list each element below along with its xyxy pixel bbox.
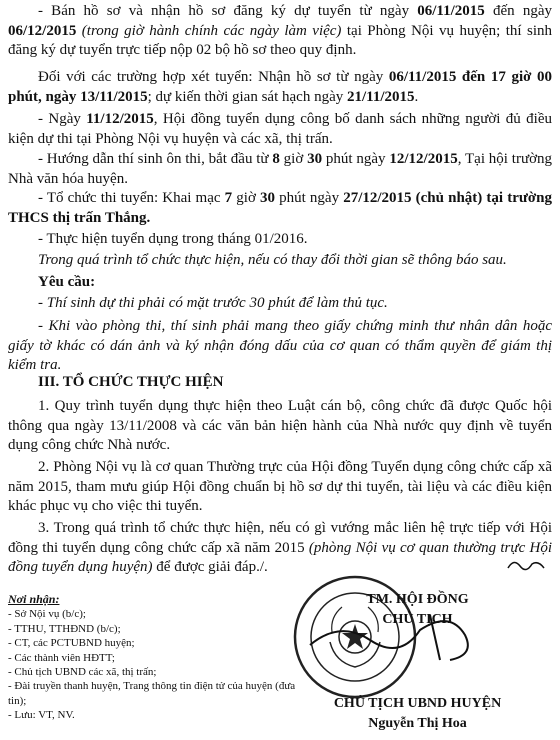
text: . bbox=[414, 88, 419, 105]
text: phút ngày bbox=[322, 151, 390, 167]
recipient-item: - CT, các PCTUBND huyện; bbox=[8, 637, 135, 650]
minute: 30 bbox=[260, 190, 275, 206]
working-hours-note: (trong giờ hành chính các ngày làm việc) bbox=[81, 22, 342, 39]
text: - Thí sinh dự thi phải có mặt trước 30 phút để làm thủ tục. bbox=[38, 295, 388, 311]
text: 3. Trong quá trình tổ chức thực hiện, nếu có gì vướng mắc liên hệ trực tiếp với Hội đồng thi tuyển dụng công chức cấp xã năm 2015 bbox=[8, 520, 552, 556]
recipient-item: - Các thành viên HĐTT; bbox=[8, 651, 115, 664]
text: giờ bbox=[232, 190, 260, 206]
recipient-item: - Đài truyền thanh huyện, Trang thông tin điện tử của huyện (đưa tin); bbox=[8, 680, 296, 707]
date-announce: 11/12/2015 bbox=[86, 111, 154, 127]
text: , Tại hội trường Nhà văn hóa huyện. bbox=[8, 151, 553, 187]
text: - Bán hồ sơ và nhận hồ sơ đăng ký dự tuyển từ ngày bbox=[38, 3, 418, 19]
recipient-item: - Lưu: VT, NV. bbox=[8, 709, 75, 722]
signer-name: Nguyễn Thị Hoa bbox=[368, 716, 467, 731]
section-3-heading: III. TỔ CHỨC THỰC HIỆN bbox=[38, 374, 224, 390]
minute: 30 bbox=[307, 151, 323, 167]
signer-title: CHỦ TỊCH UBND HUYỆN bbox=[333, 696, 502, 711]
text: đến ngày bbox=[484, 3, 552, 19]
text: Trong quá trình tổ chức thực hiện, nếu có thay đổi thời gian sẽ thông báo sau. bbox=[38, 252, 507, 268]
date-interview: 21/11/2015 bbox=[346, 88, 415, 105]
requirement-2 bbox=[8, 317, 552, 376]
text: phút ngày bbox=[275, 190, 344, 206]
council-label: TM. HỘI ĐỒNG bbox=[366, 592, 469, 607]
exam-date-location: 27/12/2015 (chủ nhật) tại trường THCS thị trấn Thắng. bbox=[8, 190, 552, 226]
section-3-item-2: 2. Phòng Nội vụ là cơ quan Thường trực của Hội đồng Tuyển dụng công chức cấp xã năm 2015, tham mưu giúp Hội đồng chuẩn bị hồ sơ dự thi tuyển, tài liệu và các điều kiện khác phục vụ cho việc thi tuyển. bbox=[8, 459, 552, 514]
requirements-title bbox=[8, 273, 552, 293]
text: - Tổ chức thi tuyển: Khai mạc bbox=[38, 190, 225, 206]
paragraph-recruitment-month: - Thực hiện tuyển dụng trong tháng 01/2016. bbox=[38, 231, 308, 247]
paragraph-change-notice bbox=[8, 251, 552, 271]
date-range: 06/11/2015 đến 17 giờ 00 phút, ngày 13/11/2015 bbox=[8, 69, 553, 105]
text: giờ bbox=[279, 151, 308, 167]
text: ; dự kiến thời gian sát hạch ngày bbox=[147, 88, 347, 105]
paragraph-sale-of-dossiers bbox=[8, 2, 552, 61]
text: để được giải đáp./. bbox=[152, 559, 268, 575]
contact-note: (phòng Nội vụ cơ quan thường trực Hội đồng tuyển dụng huyện) bbox=[8, 539, 553, 575]
date-guidance: 12/12/2015 bbox=[389, 151, 458, 167]
hour: 8 bbox=[272, 151, 280, 167]
section-3-item-3 bbox=[8, 519, 552, 578]
paragraph-review-cases bbox=[8, 68, 552, 107]
text: - Hướng dẫn thí sinh ôn thi, bắt đầu từ bbox=[38, 151, 273, 167]
chair-label: CHỦ TỊCH bbox=[382, 612, 453, 627]
date-end: 06/12/2015 bbox=[8, 22, 77, 39]
paragraph-announce-list bbox=[8, 110, 552, 149]
text: , Hội đồng tuyển dụng công bố danh sách những người đủ điều kiện dự thi tại Phòng Nội vụ huyện và các xã, thị trấn. bbox=[8, 111, 552, 147]
paragraph-exam-guidance bbox=[8, 150, 552, 189]
date-start: 06/11/2015 bbox=[417, 3, 485, 19]
text: Yêu cầu: bbox=[38, 274, 96, 290]
hour: 7 bbox=[224, 190, 233, 206]
requirement-1 bbox=[8, 294, 552, 314]
text: - Khi vào phòng thi, thí sinh phải mang theo giấy chứng minh thư nhân dân hoặc giấy tờ khác có dán ảnh và ký nhận đóng dấu của cơ quan có thẩm quyền để giám thị kiểm tra. bbox=[8, 318, 552, 373]
text: - Ngày bbox=[38, 111, 87, 127]
recipient-item: - Sở Nội vụ (b/c); bbox=[8, 608, 86, 621]
text: Đối với các trường hợp xét tuyển: Nhận hồ sơ từ ngày bbox=[38, 69, 389, 85]
text: tại Phòng Nội vụ huyện; thí sinh đăng ký dự tuyển trực tiếp nộp 02 bộ hồ sơ theo quy định. bbox=[8, 22, 553, 58]
recipients-title: Nơi nhận: bbox=[8, 592, 60, 606]
recipient-item: - TTHU, TTHĐND (b/c); bbox=[8, 622, 121, 635]
signature-block bbox=[275, 570, 560, 740]
paragraph-exam-organization bbox=[8, 189, 552, 228]
recipient-item: - Chủ tịch UBND các xã, thị trấn; bbox=[8, 666, 157, 679]
section-3-item-1: 1. Quy trình tuyển dụng thực hiện theo Luật cán bộ, công chức đã được Quốc hội thông qua ngày 13/11/2008 và các văn bản hiện hành của Nhà nước quy định về tuyển dụng công chức Nhà nước. bbox=[8, 398, 552, 453]
recipients-block bbox=[8, 592, 308, 723]
